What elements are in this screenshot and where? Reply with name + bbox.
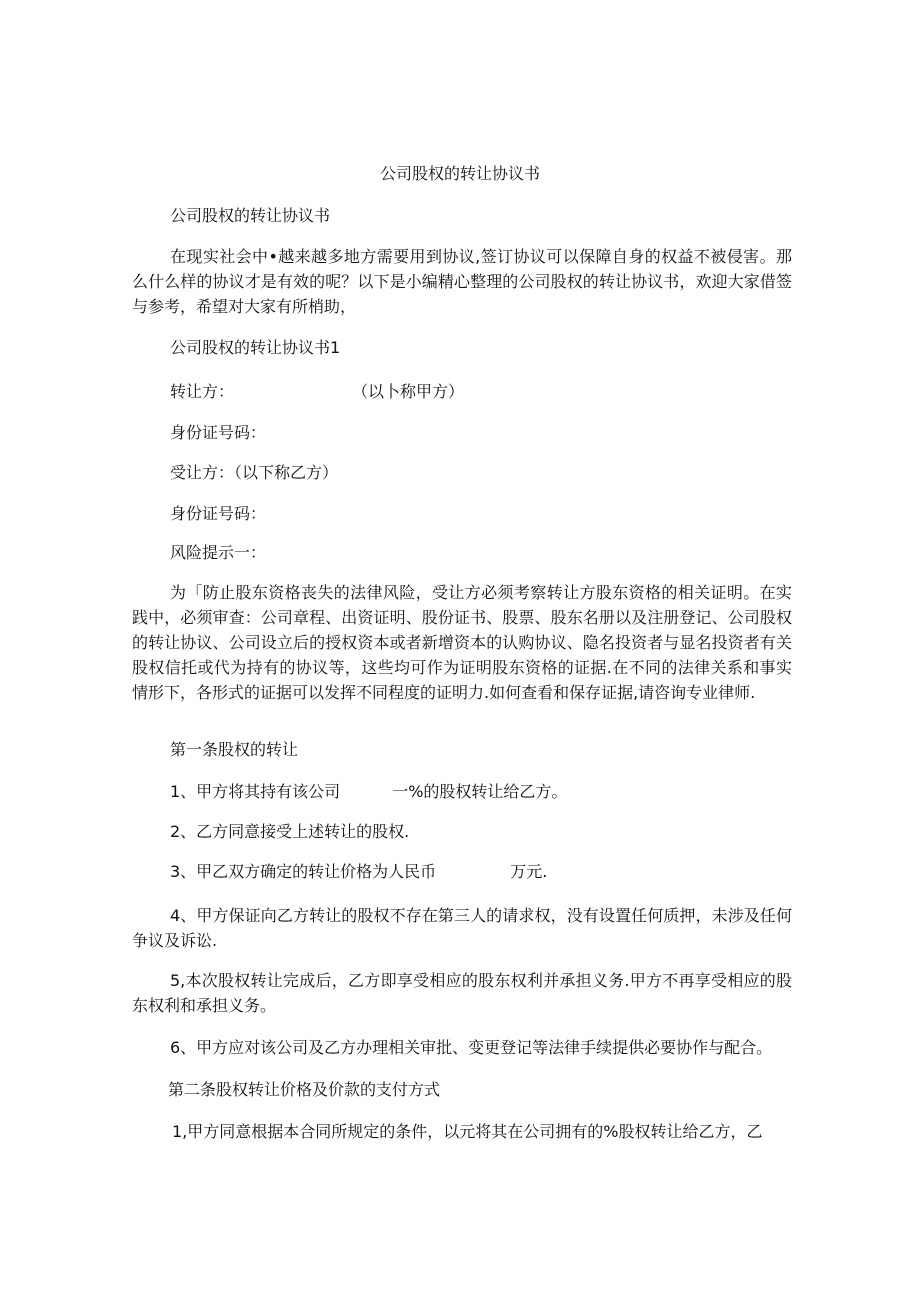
transferor-id-label: 身份证号码： [170,423,267,442]
item1-part-a: 1、甲方将其持有该公司 [170,782,341,801]
risk-title: 风险提示一： [170,543,267,562]
transferor-suffix: （以卜称甲方） [352,382,465,401]
item1-part-b: 一%的股权转让给乙方。 [392,782,568,801]
transferee-line: 受让方：（以下称乙方） [170,463,339,482]
risk-paragraph: 为「防止股东资格丧失的法律风险，受让方必须考察转让方股东资格的相关证明。在实践中，必须审查：公司章程、出资证明、股份证书、股票、股东名册以及注册登记、公司股权的转让协议、公司设立后的授权资本或者新增资本的认购协议、隐名投资者与显名投资者有关股权信托或代为持有的协议等，这些均可作为证明股东资格的证据.在不同的法律关系和事实情形下，各形式的证据可以发挥不同程度的证明力.如何查看和保存证据,请咨询专业律师. [132,583,792,702]
article2-title: 第二条股权转让价格及价款的支付方式 [168,1080,441,1099]
item3-part-a: 3、甲乙双方确定的转让价格为人民币 [170,862,437,881]
section-title: 公司股权的转让协议书1 [170,338,341,357]
transferee-id-label: 身份证号码： [170,504,267,523]
article1-item1 [170,782,567,802]
article1-item6: 6、甲方应对该公司及乙方办理相关审批、变更登记等法律手续提供必要协作与配合。 [170,1038,773,1057]
document-subtitle: 公司股权的转让协议书 [170,206,331,225]
article1-item3 [170,862,547,882]
article2-item1: 1,甲方同意根据本合同所规定的条件，以元将其在公司拥有的%股权转让给乙方，乙 [172,1122,763,1141]
article1-item4: 4、甲方保证向乙方转让的股权不存在第三人的请求权，没有设置任何质押，未涉及任何争议及诉讼. [132,906,792,950]
intro-paragraph: 在现实社会中•越来越多地方需要用到协议,签订协议可以保障自身的权益不被侵害。那么什么样的协议才是有效的呢？以下是小编精心整理的公司股权的转让协议书，欢迎大家借签与参考，希望对大家有所梢助， [132,247,792,316]
article1-item2: 2、乙方同意接受上述转让的股权. [170,822,410,841]
item3-part-b: 万元. [510,862,548,881]
document-title: 公司股权的转让协议书 [379,164,540,183]
article1-title: 第一条股权的转让 [170,740,299,759]
transferor-label: 转让方： [170,382,235,401]
transferor-line [170,382,464,402]
article1-item5: 5,本次股权转让完成后，乙方即享受相应的股东权利并承担义务.甲方不再享受相应的股东权利和承担义务。 [132,971,792,1015]
